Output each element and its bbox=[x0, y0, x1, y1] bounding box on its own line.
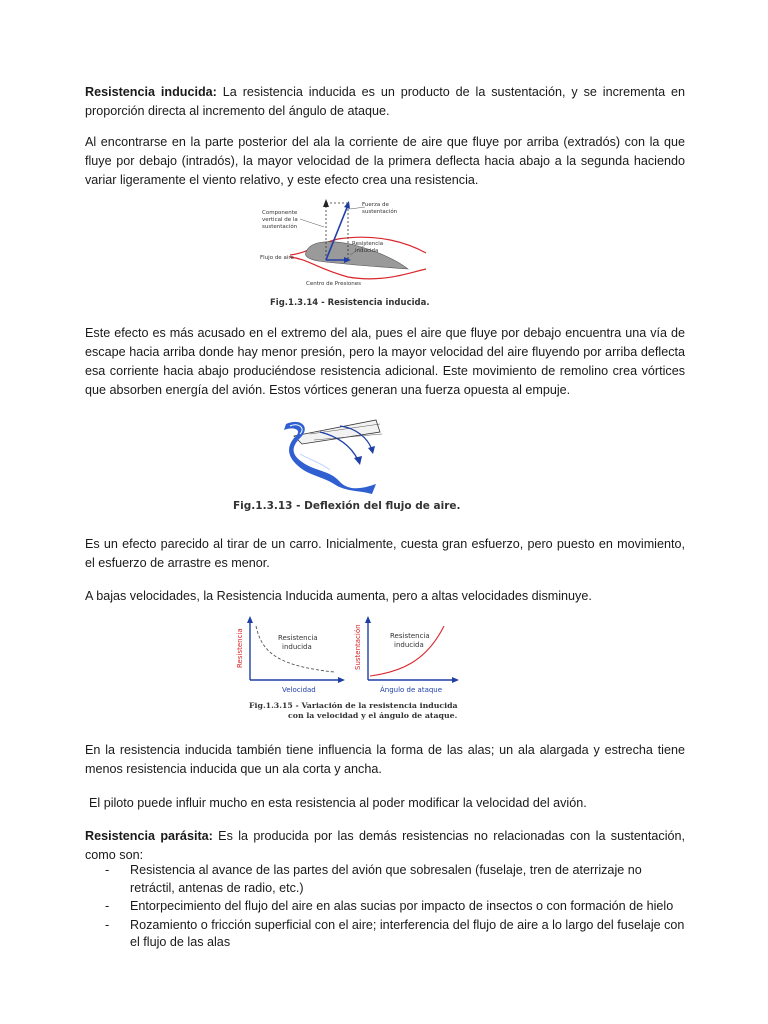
label-flujo-aire: Flujo de aire bbox=[260, 255, 294, 261]
paragraph-induced-drag-definition bbox=[85, 83, 685, 121]
dash-bullet: - bbox=[105, 899, 110, 913]
list-item bbox=[85, 862, 685, 897]
xlabel-angulo-ataque: Ángulo de ataque bbox=[380, 686, 443, 694]
list-item-text: Rozamiento o fricción superficial con el aire; interferencia del flujo de aire a lo largo del fuselaje con el flujo de las alas bbox=[130, 917, 685, 949]
xlabel-velocidad: Velocidad bbox=[282, 686, 316, 694]
label-resistencia-2: inducida bbox=[355, 248, 379, 254]
dash-bullet: - bbox=[105, 863, 110, 877]
paragraph-pilot-influence: El piloto puede influir mucho en esta resistencia al poder modificar la velocidad del avión. bbox=[89, 796, 587, 810]
list-item-text: Entorpecimiento del flujo del aire en alas sucias por impacto de insectos o con formación de hielo bbox=[130, 899, 674, 913]
parasite-drag-list bbox=[85, 862, 685, 953]
term-parasite-drag: Resistencia parásita: bbox=[85, 829, 213, 843]
label-componente-1: Componente bbox=[262, 210, 298, 216]
list-item bbox=[85, 898, 685, 916]
label-fuerza-1: Fuerza de bbox=[362, 202, 389, 208]
ylabel-sustentacion: Sustentación bbox=[354, 624, 362, 670]
label-componente-2: vertical de la bbox=[262, 217, 298, 223]
paragraph-parasite-drag bbox=[85, 827, 685, 865]
caption-fig-1-3-15-line1: Fig.1.3.15 - Variación de la resistencia inducida bbox=[249, 701, 458, 710]
dash-bullet: - bbox=[105, 917, 110, 932]
figure-induced-drag-graphs bbox=[230, 614, 460, 696]
curve-label-left-2: inducida bbox=[282, 643, 312, 651]
paragraph-wingtip-vortices: Este efecto es más acusado en el extremo del ala, pues el aire que fluye por debajo encuentra una vía de escape hacia arriba donde hay menor presión, pero la mayor velocidad del aire fluyendo por arriba deflecta esa corriente hacia abajo produciéndose resistencia adicional. Este movimiento de remolino crea vórtices que absorben energía del avión. Estos vórtices generan una fuerza opuesta al empuje. bbox=[85, 326, 685, 397]
paragraph-wing-shape: En la resistencia inducida también tiene influencia la forma de las alas; un ala alargada y estrecha tiene menos resistencia inducida que un ala corta y ancha. bbox=[85, 743, 685, 776]
label-resistencia-1: Resistencia bbox=[352, 241, 384, 247]
label-fuerza-2: sustentación bbox=[362, 209, 398, 215]
graph-drag-vs-speed bbox=[236, 616, 345, 694]
caption-fig-1-3-15-line2: con la velocidad y el ángulo de ataque. bbox=[288, 711, 458, 720]
paragraph-cart-analogy: Es un efecto parecido al tirar de un carro. Inicialmente, cuesta gran esfuerzo, pero puesto en movimiento, el esfuerzo de arrastre es menor. bbox=[85, 537, 685, 570]
label-centro-presiones: Centro de Presiones bbox=[306, 281, 361, 287]
list-item-text: Resistencia al avance de las partes del avión que sobresalen (fuselaje, tren de aterrizaje no retráctil, antenas de radio, etc.) bbox=[130, 863, 642, 895]
paragraph-text: Es la producida por las demás resistencias no relacionadas con la sustentación, como son: bbox=[85, 829, 685, 862]
paragraph-airflow-deflection: Al encontrarse en la parte posterior del ala la corriente de aire que fluye por arriba (extradós) con la que fluye por debajo (intradós), la mayor velocidad de la primera deflecta hacia abajo a la segunda haciendo variar ligeramente el viento relativo, y este efecto crea una resistencia. bbox=[85, 135, 685, 187]
label-componente-3: sustentación bbox=[262, 224, 298, 230]
graph-lift-vs-angle bbox=[354, 616, 459, 694]
curve-label-left-1: Resistencia bbox=[278, 634, 318, 642]
list-item bbox=[85, 917, 685, 952]
curve-label-right-2: inducida bbox=[394, 641, 424, 649]
ylabel-resistencia: Resistencia bbox=[236, 628, 244, 668]
figure-airflow-deflection bbox=[280, 410, 390, 494]
paragraph-speed-effect: A bajas velocidades, la Resistencia Inducida aumenta, pero a altas velocidades disminuye. bbox=[85, 589, 592, 603]
curve-label-right-1: Resistencia bbox=[390, 632, 430, 640]
paragraph-text: La resistencia inducida es un producto de la sustentación, y se incrementa en proporción directa al incremento del ángulo de ataque. bbox=[85, 85, 685, 118]
caption-fig-1-3-13: Fig.1.3.13 - Deflexión del flujo de aire. bbox=[233, 500, 461, 512]
caption-fig-1-3-14: Fig.1.3.14 - Resistencia inducida. bbox=[270, 298, 430, 308]
term-induced-drag: Resistencia inducida: bbox=[85, 85, 217, 99]
